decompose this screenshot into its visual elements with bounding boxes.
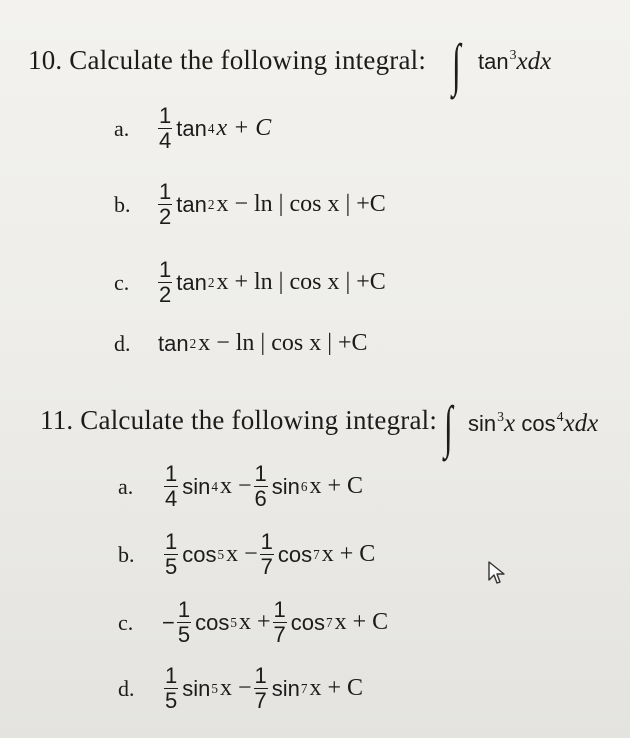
fraction: $\frac{1}{2}$ — [159, 179, 172, 229]
question-10-title: 10. Calculate the following integral: — [28, 45, 427, 75]
option-11a[interactable]: a. $\frac{1}{4}$ sin 4 x − $\frac{1}{6}$ sin 6 x + C — [118, 461, 364, 511]
question-11-title: 11. Calculate the following integral: — [40, 405, 438, 435]
fraction: $\frac{1}{2}$ — [159, 257, 172, 307]
option-10c[interactable]: c. $\frac{1}{2}$ tan 2 x + ln | cos x | +C — [114, 257, 386, 307]
option-11c[interactable]: c. − $\frac{1}{5}$ cos 5 x + $\frac{1}{7}$ cos 7 x + C — [118, 597, 389, 647]
option-11b[interactable]: b. $\frac{1}{5}$ cos 5 x − $\frac{1}{7}$ cos 7 x + C — [118, 529, 376, 579]
option-10d[interactable]: d. tan 2 x − ln | cos x | +C — [114, 330, 368, 356]
integral-sign: ∫ — [444, 394, 453, 459]
fraction: $\frac{1}{4}$ — [159, 103, 172, 153]
mouse-pointer-icon — [486, 560, 508, 591]
option-10b[interactable]: b. $\frac{1}{2}$ tan 2 x − ln | cos x | +C — [114, 179, 386, 229]
option-11d[interactable]: d. $\frac{1}{5}$ sin 5 x − $\frac{1}{7}$ sin 7 x + C — [118, 663, 364, 713]
integral-sign: ∫ — [452, 32, 461, 97]
option-10a[interactable]: a. $\frac{1}{4}$ tan 4 x + C — [114, 103, 272, 153]
question-11-integrand: $\sin^3x$ $\cos^4xdx$ — [468, 408, 599, 437]
question-10-integrand: $\tan^3xdx$ — [478, 46, 552, 75]
